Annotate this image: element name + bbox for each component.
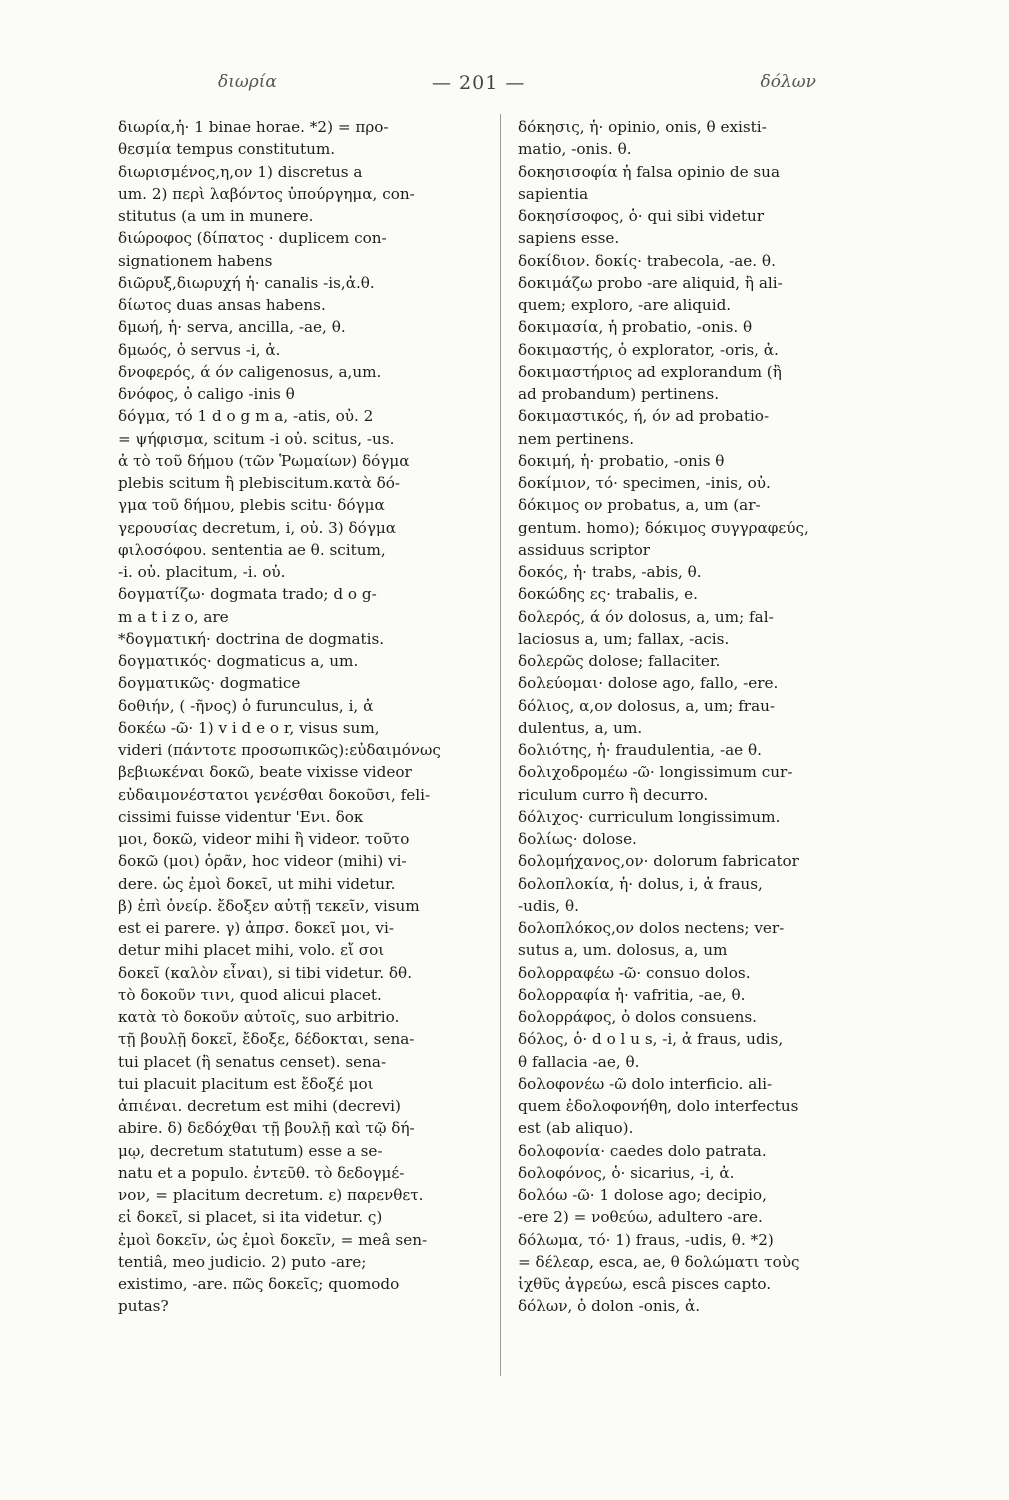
entry-line: -ere 2) = νοθεύω, adultero -are. bbox=[518, 1208, 763, 1227]
entry-line: δολεύομαι· dolose ago, fallo, -ere. bbox=[518, 674, 779, 693]
entry-line: β) ἐπὶ ὀνείρ. ἔδοξεν αὐτῇ τεκεῖν, visum bbox=[118, 896, 420, 915]
page-header bbox=[200, 72, 820, 102]
entry-line: ad probandum) pertinens. bbox=[518, 385, 720, 403]
entry-line: δοκώδης ες· trabalis, e. bbox=[518, 585, 698, 604]
entry-line: δοκησίσοφος, ὁ· qui sibi videtur bbox=[518, 207, 764, 225]
entry-line: δοκησισοφία ἡ falsa opinio de sua bbox=[518, 162, 781, 181]
entry-line: δίωτος duas ansas habens. bbox=[118, 296, 326, 314]
page-number: — 201 — bbox=[432, 72, 526, 94]
entry-line: um. 2) περὶ λαβόντος ὑπούργημα, con- bbox=[118, 184, 415, 203]
entry-line: natu et a populo. ἐντεῦθ. τὸ δεδογμέ- bbox=[118, 1163, 405, 1182]
entry-line: δνοφερός, ά όν caligenosus, a,um. bbox=[118, 362, 382, 381]
entry-line: δόλος, ὁ· d o l u s, -i, ἀ fraus, udis, bbox=[518, 1030, 784, 1049]
entry-line: tui placet (ἢ senatus censet). sena- bbox=[118, 1052, 387, 1071]
entry-line: δμωή, ἡ· serva, ancilla, -ae, θ. bbox=[118, 318, 346, 337]
entry-line: δοκιμάζω probo -are aliquid, ἢ ali- bbox=[518, 273, 783, 292]
entry-line: putas? bbox=[118, 1297, 169, 1316]
entry-line: -i. οὐ. placitum, -i. οὐ. bbox=[118, 563, 286, 581]
entry-line: δοκιμή, ἡ· probatio, -onis θ bbox=[518, 451, 725, 470]
entry-line: εἰ δοκεῖ, si placet, si ita videtur. ς) bbox=[118, 1208, 383, 1227]
entry-line: δολοφονία· caedes dolo patrata. bbox=[518, 1141, 767, 1160]
entry-line: existimo, -are. πῶς δοκεῖς; quomodo bbox=[118, 1275, 400, 1293]
entry-line: δοκῶ (μοι) ὁρᾶν, hoc videor (mihi) vi- bbox=[118, 852, 407, 871]
entry-line: δοκέω -ῶ· 1) v i d e o r, visus sum, bbox=[118, 718, 380, 737]
entry-line: δογματικός· dogmaticus a, um. bbox=[118, 652, 359, 670]
entry-line: dere. ὡς ἐμοὶ δοκεῖ, ut mihi videtur. bbox=[118, 874, 396, 893]
entry-line: laciosus a, um; fallax, -acis. bbox=[518, 629, 730, 648]
entry-line: δμωός, ὁ servus -i, ἀ. bbox=[118, 340, 281, 359]
entry-line: nem pertinens. bbox=[518, 429, 635, 448]
entry-line: δοκίδιον. δοκίς· trabecola, -ae. θ. bbox=[518, 251, 776, 270]
entry-line: stitutus (a um in munere. bbox=[118, 207, 314, 225]
entry-line: plebis scitum ἢ plebiscitum.κατὰ δό- bbox=[118, 474, 401, 492]
entry-line: δολομήχανος,ον· dolorum fabricator bbox=[518, 852, 799, 871]
entry-line: δοκιμασία, ἡ probatio, -onis. θ bbox=[518, 318, 753, 337]
entry-line: ἐμοὶ δοκεῖν, ὡς ἐμοὶ δοκεῖν, = meâ sen- bbox=[118, 1230, 428, 1249]
entry-line: δόκιμος ον probatus, a, um (ar- bbox=[518, 496, 761, 515]
entry-line: *δογματική· doctrina de dogmatis. bbox=[118, 629, 385, 648]
entry-line: βεβιωκέναι δοκῶ, beate vixisse videor bbox=[118, 763, 412, 782]
entry-line: δολοφονέω -ῶ dolo interficio. ali- bbox=[518, 1074, 773, 1093]
entry-line: δολιχοδρομέω -ῶ· longissimum cur- bbox=[518, 763, 793, 782]
entry-line: sutus a, um. dolosus, a, um bbox=[518, 941, 728, 960]
entry-line: γμα τοῦ δήμου, plebis scitu· δόγμα bbox=[118, 496, 385, 515]
entry-line: δοκιμαστήριος ad explorandum (ἢ bbox=[518, 362, 782, 381]
entry-line: gentum. homo); δόκιμος συγγραφεύς, bbox=[518, 518, 809, 537]
entry-line: δοκιμαστής, ὁ explorator, -oris, ἀ. bbox=[518, 340, 779, 359]
entry-line: ἰχθῦς ἀγρεύω, escâ pisces capto. bbox=[518, 1275, 772, 1293]
entry-line: δολερός, ά όν dolosus, a, um; fal- bbox=[518, 607, 774, 626]
entry-line: δολορραφέω -ῶ· consuo dolos. bbox=[518, 963, 751, 982]
entry-line: μοι, δοκῶ, videor mihi ἢ videor. τοῦτο bbox=[118, 830, 410, 848]
entry-line: matio, -onis. θ. bbox=[518, 140, 632, 159]
entry-line: signationem habens bbox=[118, 251, 273, 270]
entry-line: quem ἐδολοφονήθη, dolo interfectus bbox=[518, 1097, 799, 1115]
entry-line: τῇ βουλῇ δοκεῖ, ἔδοξε, δέδοκται, sena- bbox=[118, 1030, 415, 1049]
entry-line: δολορράφος, ὁ dolos consuens. bbox=[518, 1008, 757, 1026]
entry-line: δολιότης, ἡ· fraudulentia, -ae θ. bbox=[518, 741, 762, 759]
entry-line: δολόω -ῶ· 1 dolose ago; decipio, bbox=[518, 1186, 767, 1204]
column-divider bbox=[500, 114, 501, 1376]
entry-line: δοθιήν, ( -ῆνος) ὁ furunculus, i, ἀ bbox=[118, 696, 374, 715]
entry-line: riculum curro ἢ decurro. bbox=[518, 785, 709, 804]
entry-line: μῳ, decretum statutum) esse a se- bbox=[118, 1141, 383, 1160]
entry-line: = ψήφισμα, scitum -i οὐ. scitus, -us. bbox=[118, 429, 395, 448]
entry-line: δοκεῖ (καλὸν εἶναι), si tibi videtur. δθ. bbox=[118, 963, 413, 982]
entry-line: δοκός, ἡ· trabs, -abis, θ. bbox=[518, 563, 702, 581]
entry-line: abire. δ) δεδόχθαι τῇ βουλῇ καὶ τῷ δή- bbox=[118, 1119, 415, 1138]
right-column bbox=[518, 116, 890, 1318]
entry-line: νον, = placitum decretum. ε) παρενθετ. bbox=[118, 1186, 424, 1204]
entry-line: δολερῶς dolose; fallaciter. bbox=[518, 652, 721, 670]
left-column bbox=[118, 116, 490, 1318]
entry-line: sapientia bbox=[518, 184, 589, 203]
entry-line: δόλιος, α,ον dolosus, a, um; frau- bbox=[518, 696, 776, 715]
entry-line: διωρία,ἡ· 1 binae horae. *2) = προ- bbox=[118, 118, 389, 136]
entry-line: detur mihi placet mihi, volo. εἴ σοι bbox=[118, 941, 385, 960]
entry-line: τὸ δοκοῦν τινι, quod alicui placet. bbox=[118, 985, 382, 1004]
entry-line: quem; exploro, -are aliquid. bbox=[518, 296, 732, 314]
entry-line: εὐδαιμονέστατοι γενέσθαι δοκοῦσι, feli- bbox=[118, 785, 431, 804]
entry-line: sapiens esse. bbox=[518, 229, 620, 248]
entry-line: m a t i z o, are bbox=[118, 607, 229, 626]
entry-line: θεσμία tempus constitutum. bbox=[118, 140, 336, 159]
entry-line: videri (πάντοτε προσωπικῶς):εὐδαιμόνως bbox=[118, 741, 441, 759]
entry-line: δοκίμιον, τό· specimen, -inis, οὐ. bbox=[518, 474, 771, 492]
entry-line: δογματίζω· dogmata trado; d o g- bbox=[118, 585, 377, 604]
entry-line: tentiâ, meo judicio. 2) puto -are; bbox=[118, 1252, 367, 1271]
entry-line: διῶρυξ,διωρυχή ἡ· canalis -is,ἀ.θ. bbox=[118, 273, 375, 292]
entry-line: δνόφος, ὁ caligo -inis θ bbox=[118, 385, 295, 403]
entry-line: δολοπλόκος,ον dolos nectens; ver- bbox=[518, 919, 785, 937]
entry-line: θ fallacia -ae, θ. bbox=[518, 1052, 640, 1071]
entry-line: διωρισμένος,η,ον 1) discretus a bbox=[118, 162, 363, 181]
entry-line: δόγμα, τό 1 d o g m a, -atis, οὐ. 2 bbox=[118, 407, 374, 426]
entry-line: cissimi fuisse videntur 'Ενι. δοκ bbox=[118, 807, 364, 826]
entry-line: φιλοσόφου. sententia ae θ. scitum, bbox=[118, 540, 386, 559]
entry-line: est ei parere. γ) ἀπρσ. δοκεῖ μοι, vi- bbox=[118, 919, 394, 937]
entry-line: ἀ τὸ τοῦ δήμου (τῶν Ῥωμαίων) δόγμα bbox=[118, 451, 410, 470]
entry-line: ἀπιέναι. decretum est mihi (decrevi) bbox=[118, 1097, 401, 1115]
entry-line: δολίως· dolose. bbox=[518, 830, 637, 848]
entry-line: δολοπλοκία, ἡ· dolus, i, ἀ fraus, bbox=[518, 874, 763, 893]
entry-line: est (ab aliquo). bbox=[518, 1119, 634, 1138]
entry-line: = δέλεαρ, esca, ae, θ δολώματι τοὺς bbox=[518, 1252, 800, 1271]
entry-line: δοκιμαστικός, ή, όν ad probatio- bbox=[518, 407, 770, 426]
entry-line: tui placuit placitum est ἔδοξέ μοι bbox=[118, 1074, 374, 1093]
entry-line: δόλωμα, τό· 1) fraus, -udis, θ. *2) bbox=[518, 1230, 774, 1249]
entry-line: dulentus, a, um. bbox=[518, 718, 643, 737]
entry-line: δόλιχος· curriculum longissimum. bbox=[518, 807, 781, 826]
entry-line: δόκησις, ἡ· opinio, onis, θ existi- bbox=[518, 118, 767, 136]
entry-line: assiduus scriptor bbox=[518, 540, 651, 559]
entry-line: δόλων, ὁ dolon -onis, ἀ. bbox=[518, 1297, 701, 1316]
entry-line: γερουσίας decretum, i, οὐ. 3) δόγμα bbox=[118, 518, 397, 537]
entry-line: διώροφος (δίπατος · duplicem con- bbox=[118, 229, 387, 248]
entry-line: δολοφόνος, ὁ· sicarius, -i, ἀ. bbox=[518, 1163, 735, 1182]
entry-line: κατὰ τὸ δοκοῦν αὐτοῖς, suo arbitrio. bbox=[118, 1008, 400, 1026]
entry-line: -udis, θ. bbox=[518, 896, 579, 915]
header-right-guide-word: δόλων bbox=[760, 72, 816, 92]
header-left-guide-word: διωρία bbox=[218, 72, 277, 92]
entry-line: δολορραφία ἡ· vafritia, -ae, θ. bbox=[518, 985, 746, 1004]
entry-line: δογματικῶς· dogmatice bbox=[118, 674, 301, 693]
